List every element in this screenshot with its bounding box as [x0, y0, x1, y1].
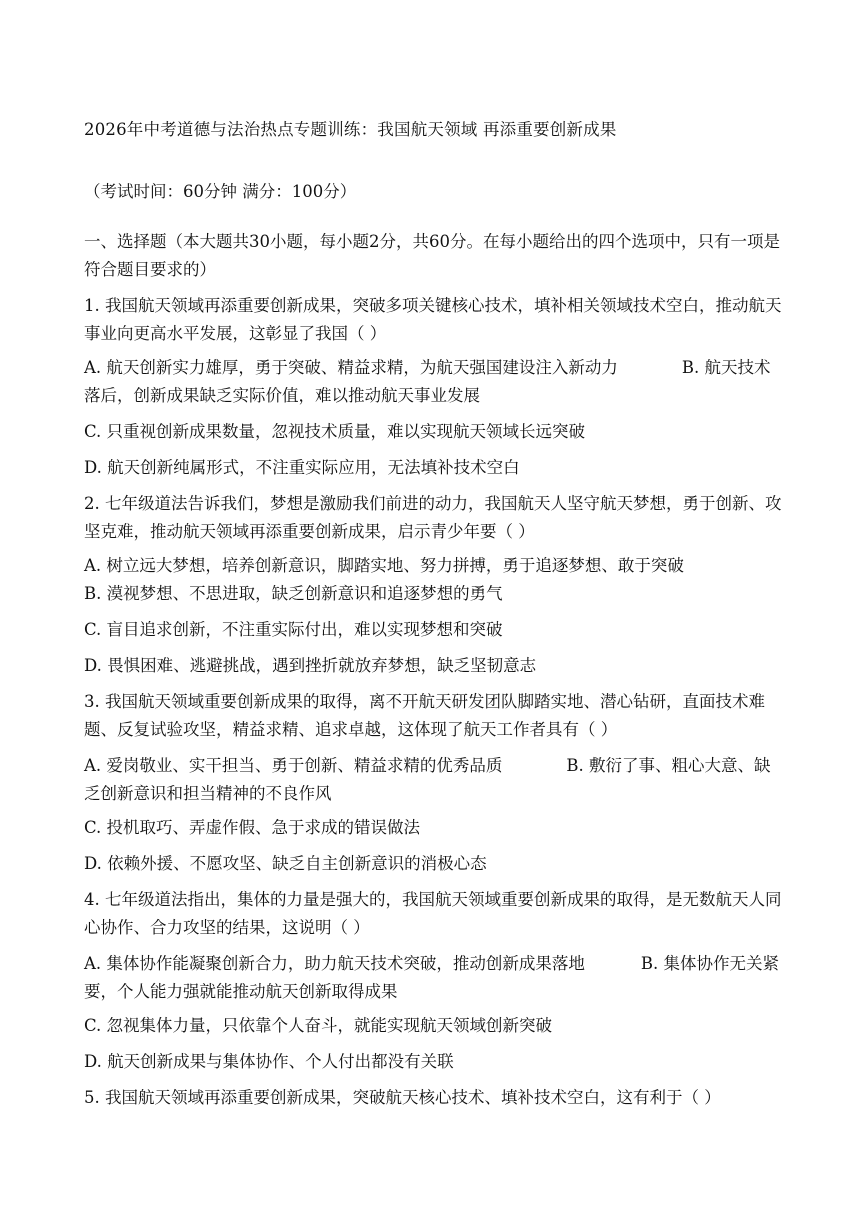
question-4-option-c: C. 忽视集体力量，只依靠个人奋斗，就能实现航天领域创新突破 [84, 1016, 553, 1035]
question-3-option-c: C. 投机取巧、弄虚作假、急于求成的错误做法 [84, 818, 421, 837]
document-title: 2026年中考道德与法治热点专题训练：我国航天领域 再添重要创新成果 [84, 120, 617, 139]
question-1-option-a: A. 航天创新实力雄厚，勇于突破、精益求精，为航天强国建设注入新动力 [84, 358, 618, 377]
section-heading: 一、选择题（本大题共30小题，每小题2分，共60分。在每小题给出的四个选项中，只有一项是符合题目要求的） [84, 232, 780, 279]
question-5-stem: 5. 我国航天领域再添重要创新成果，突破航天核心技术、填补技术空白，这有利于（ ） [84, 1088, 721, 1107]
question-4-stem: 4. 七年级道法指出，集体的力量是强大的，我国航天领域重要创新成果的取得，是无数航天人同心协作、合力攻坚的结果，这说明（ ） [84, 890, 782, 937]
question-1-option-d: D. 航天创新纯属形式，不注重实际应用，无法填补技术空白 [84, 458, 520, 477]
question-2-option-c: C. 盲目追求创新，不注重实际付出，难以实现梦想和突破 [84, 620, 503, 639]
question-4-option-d: D. 航天创新成果与集体协作、个人付出都没有关联 [84, 1052, 454, 1071]
question-1-options-ab [84, 354, 784, 410]
question-2-option-a: A. 树立远大梦想，培养创新意识，脚踏实地、努力拼搏，勇于追逐梦想、敢于突破 [84, 556, 684, 575]
question-3-stem: 3. 我国航天领域重要创新成果的取得，离不开航天研发团队脚踏实地、潜心钻研，直面技术难题、反复试验攻坚，精益求精、追求卓越，这体现了航天工作者具有（ ） [84, 692, 765, 739]
question-4-options-ab [84, 950, 784, 1006]
question-2-stem: 2. 七年级道法告诉我们，梦想是激励我们前进的动力，我国航天人坚守航天梦想，勇于创新、攻坚克难，推动航天领域再添重要创新成果，启示青少年要（ ） [84, 494, 782, 541]
question-1-option-c: C. 只重视创新成果数量，忽视技术质量，难以实现航天领域长远突破 [84, 422, 586, 441]
question-3-option-a: A. 爱岗敬业、实干担当、勇于创新、精益求精的优秀品质 [84, 756, 503, 775]
question-2-option-d: D. 畏惧困难、逃避挑战，遇到挫折就放弃梦想，缺乏坚韧意志 [84, 656, 537, 675]
question-3-option-b: B. 敷衍了事、粗心大意、缺乏创新意识和担当精神的不良作风 [84, 756, 771, 803]
exam-info: （考试时间：60分钟 满分：100分） [84, 182, 357, 201]
question-1-option-b: B. 航天技术落后，创新成果缺乏实际价值，难以推动航天事业发展 [84, 358, 771, 405]
question-1-stem: 1. 我国航天领域再添重要创新成果，突破多项关键核心技术，填补相关领域技术空白，推动航天事业向更高水平发展，这彰显了我国（ ） [84, 296, 782, 343]
question-3-option-d: D. 依赖外援、不愿攻坚、缺乏自主创新意识的消极心态 [84, 854, 487, 873]
question-2-option-b: B. 漠视梦想、不思进取，缺乏创新意识和追逐梦想的勇气 [84, 584, 503, 603]
question-3-options-ab [84, 752, 784, 808]
question-4-option-b: B. 集体协作无关紧要，个人能力强就能推动航天创新取得成果 [84, 954, 780, 1001]
question-4-option-a: A. 集体协作能凝聚创新合力，助力航天技术突破，推动创新成果落地 [84, 954, 585, 973]
